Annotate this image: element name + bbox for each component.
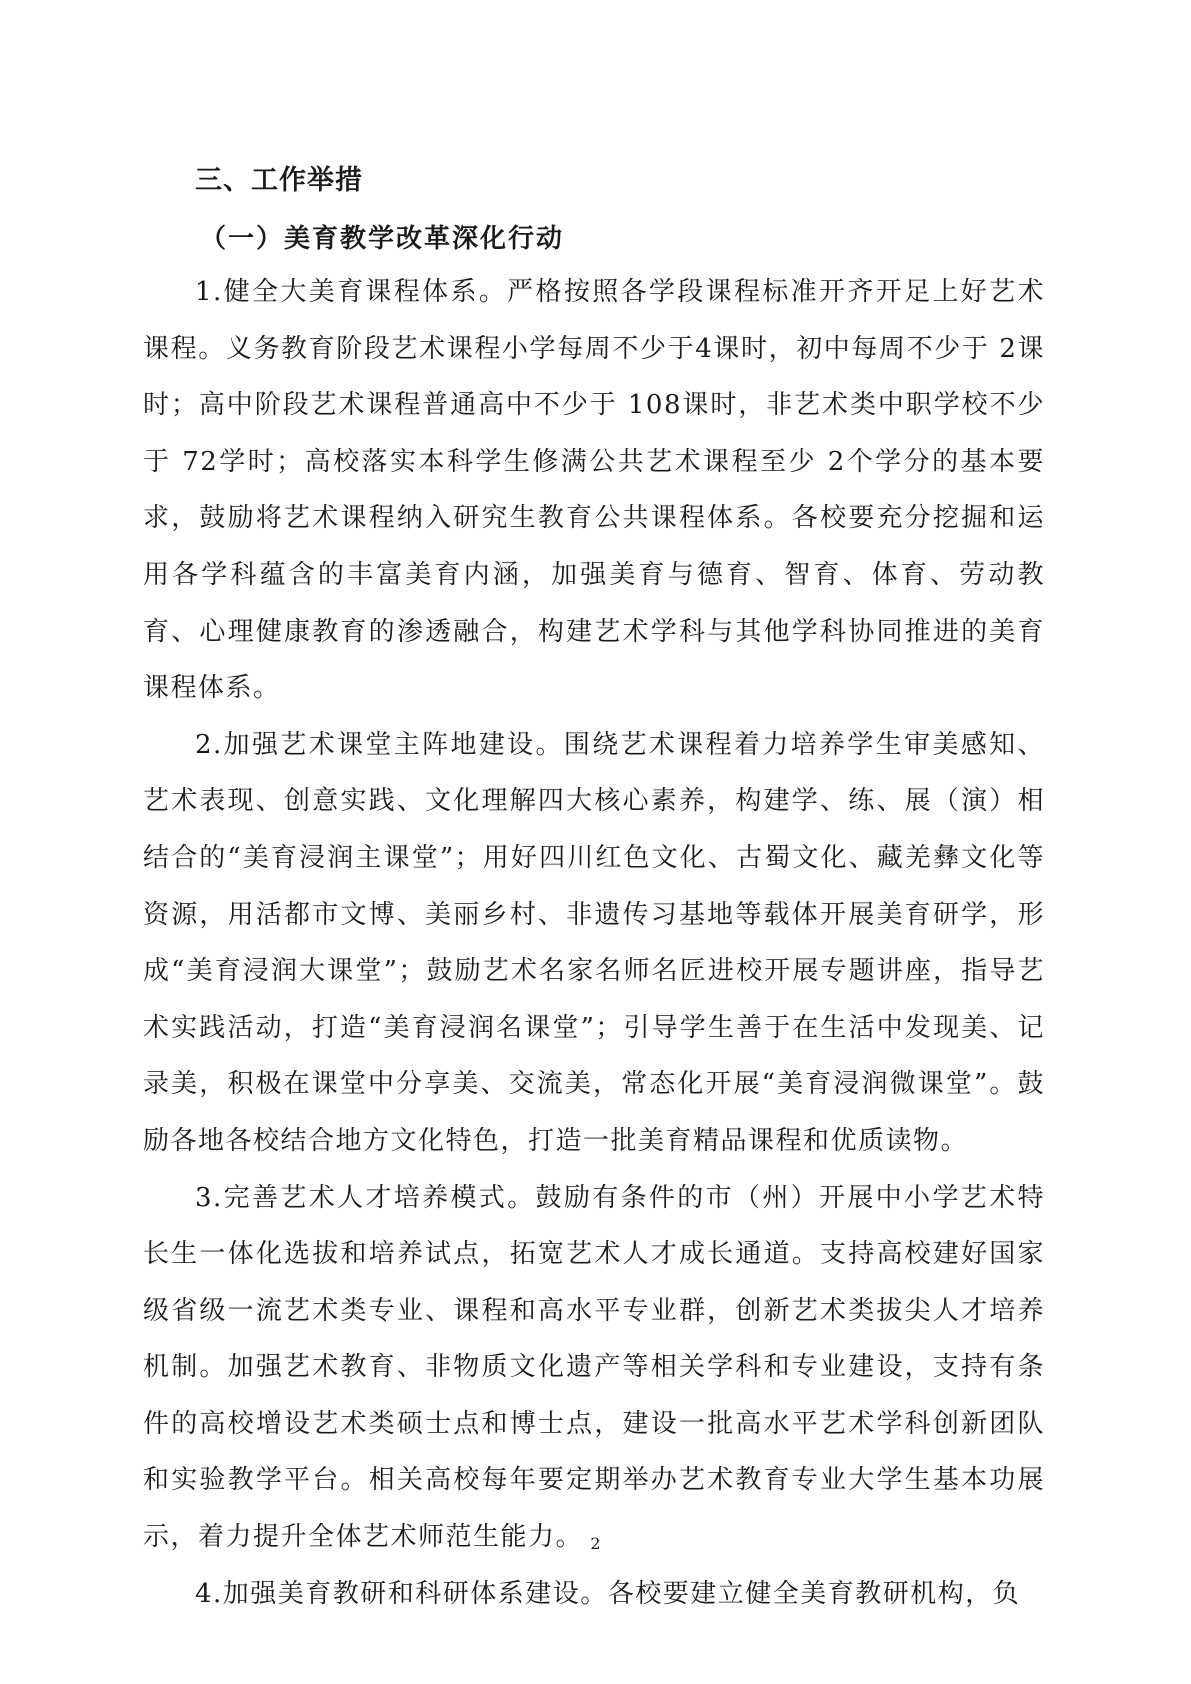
section-heading: 三、工作举措 (195, 165, 363, 196)
body-text (143, 264, 1045, 1622)
page-number: 2 (590, 1534, 601, 1553)
paragraph-teaching-research: 4.加强美育教研和科研体系建设。各校要建立健全美育教研机构，负 (195, 1578, 1021, 1609)
subsection-heading: （一）美育教学改革深化行动 (200, 224, 565, 254)
paragraph-curriculum-system: 1.健全大美育课程体系。严格按照各学段课程标准开齐开足上好艺术课程。义务教育阶段艺术课程小学每周不少于4课时，初中每周不少于 2课时；高中阶段艺术课程普通高中不少于 108课时，非艺术类中职学校不少于 72学时；高校落实本科学生修满公共艺术课程至少 2个学分的基本要求，鼓励将艺术课程纳入研究生教育公共课程体系。各校要充分挖掘和运用各学科蕴含的丰富美育内涵，加强美育与德育、智育、体育、劳动教育、心理健康教育的渗透融合，构建艺术学科与其他学科协同推进的美育课程体系。 (143, 277, 1045, 704)
paragraph-classroom-construction: 2.加强艺术课堂主阵地建设。围绕艺术课程着力培养学生审美感知、艺术表现、创意实践、文化理解四大核心素养，构建学、练、展（演）相结合的“美育浸润主课堂”；用好四川红色文化、古蜀文化、藏羌彝文化等资源，用活都市文博、美丽乡村、非遗传习基地等载体开展美育研学，形成“美育浸润大课堂”；鼓励艺术名家名师名匠进校开展专题讲座，指导艺术实践活动，打造“美育浸润名课堂”；引导学生善于在生活中发现美、记录美，积极在课堂中分享美、交流美，常态化开展“美育浸润微课堂”。鼓励各地各校结合地方文化特色，打造一批美育精品课程和优质读物。 (143, 729, 1045, 1156)
paragraph-talent-training: 3.完善艺术人才培养模式。鼓励有条件的市（州）开展中小学艺术特长生一体化选拔和培养试点，拓宽艺术人才成长通道。支持高校建好国家级省级一流艺术类专业、课程和高水平专业群，创新艺术类拔尖人才培养机制。加强艺术教育、非物质文化遗产等相关学科和专业建设，支持有条件的高校增设艺术类硕士点和博士点，建设一批高水平艺术学科创新团队和实验教学平台。相关高校每年要定期举办艺术教育专业大学生基本功展示，着力提升全体艺术师范生能力。 (143, 1182, 1045, 1553)
